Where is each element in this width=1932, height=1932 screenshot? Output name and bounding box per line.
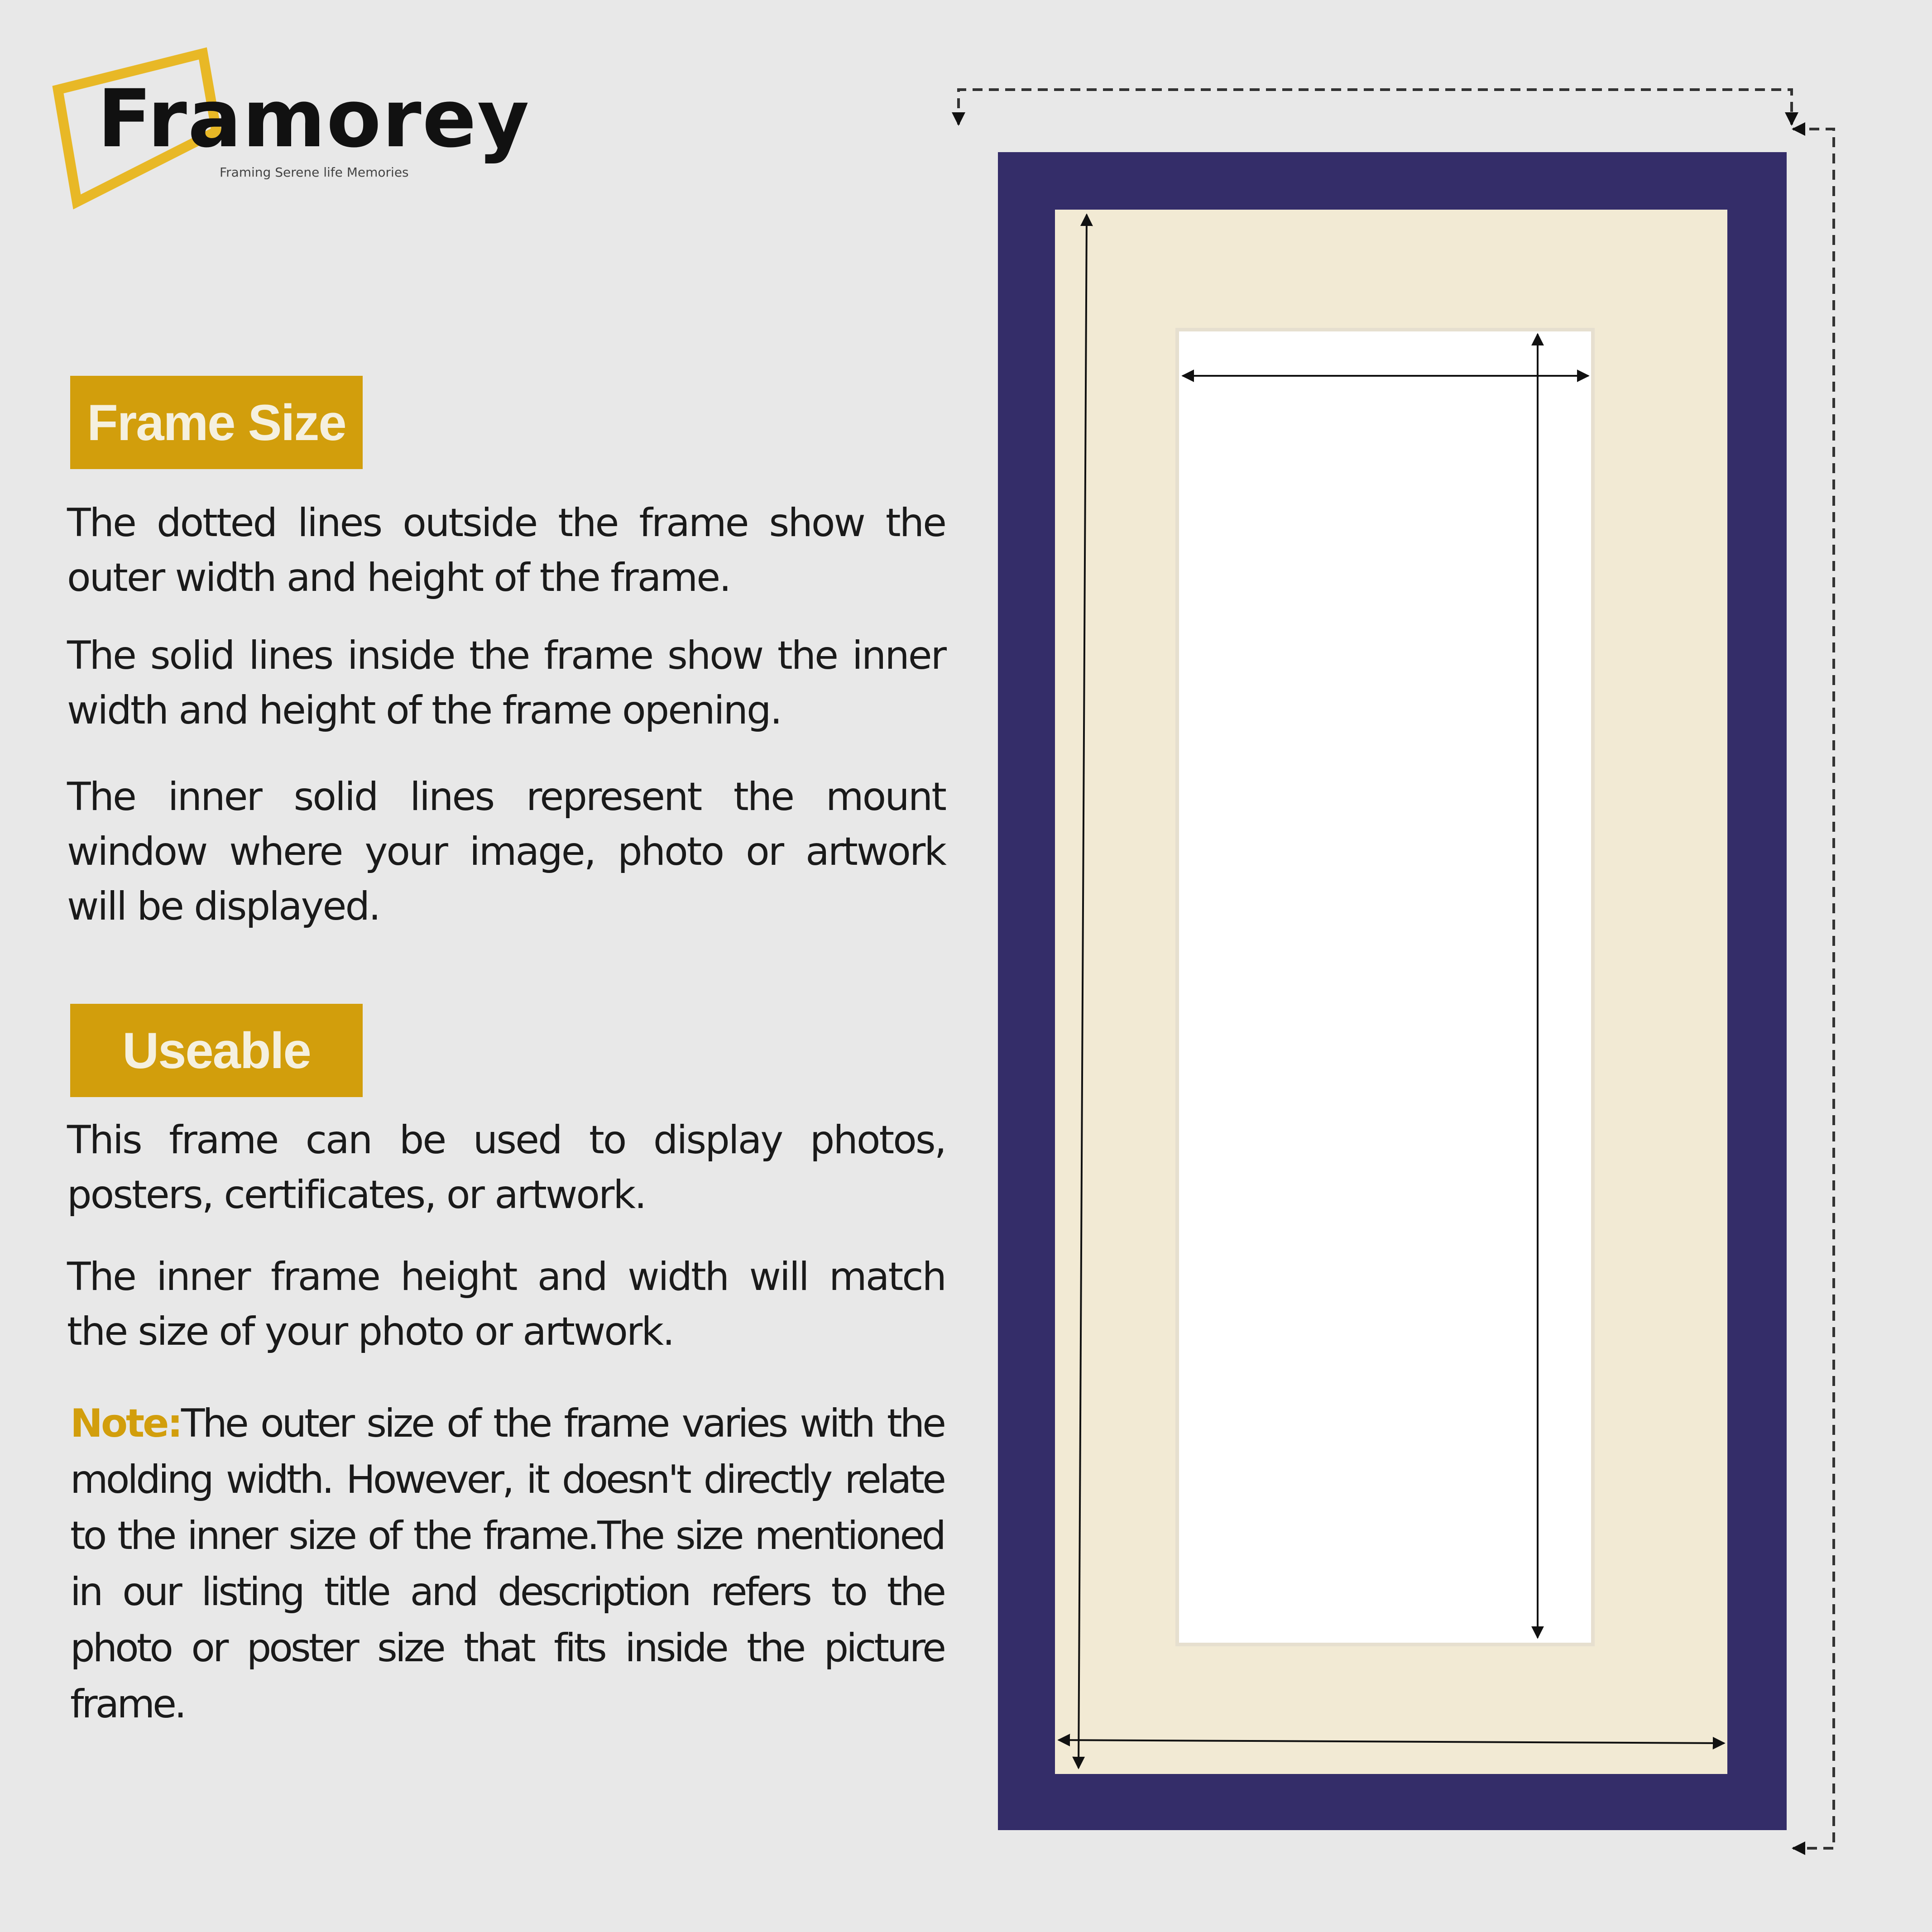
frame-size-heading: Frame Size — [70, 376, 363, 469]
outer-height-dotted-line — [1793, 129, 1834, 1848]
useable-heading: Useable — [70, 1004, 363, 1097]
brand-name: Framorey — [97, 72, 530, 165]
mount-window — [1177, 330, 1593, 1644]
frame-size-paragraph-1: The dotted lines outside the frame show the outer width and height of the frame. — [67, 500, 945, 600]
frame-size-paragraph-3: The inner solid lines represent the mount window where your image, photo or artwork will be displayed. — [67, 774, 945, 929]
brand-tagline: Framing Serene life Memories — [220, 165, 409, 180]
frame-size-paragraph-2: The solid lines inside the frame show the inner width and height of the frame opening. — [67, 633, 945, 733]
outer-width-dotted-line — [959, 90, 1792, 125]
note-text: The outer size of the frame varies with the molding width. However, it doesn't directly relate to the inner size of the frame.The size mentioned in our listing title and description refers to the photo or poster size that fits inside the picture frame. — [70, 1401, 944, 1727]
note-label: Note: — [70, 1401, 181, 1446]
useable-paragraph-2: The inner frame height and width will match the size of your photo or artwork. — [67, 1254, 945, 1354]
useable-paragraph-1: This frame can be used to display photos, posters, certificates, or artwork. — [67, 1117, 945, 1218]
